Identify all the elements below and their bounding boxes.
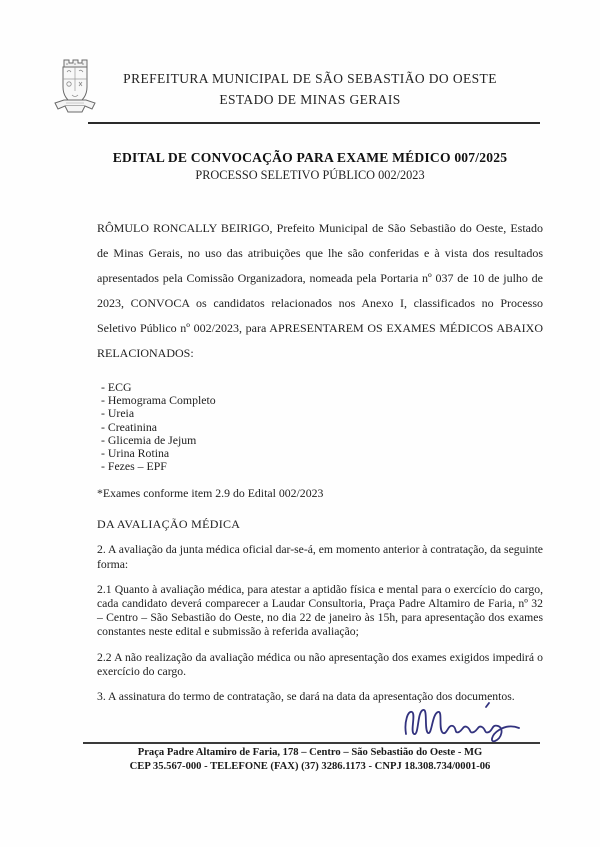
- paragraph-intro: RÔMULO RONCALLY BEIRIGO, Prefeito Municipal de São Sebastião do Oeste, Estado de Minas Gerais, no uso das atribuições que lhe são conferidas e à vista dos resultados apresentados pela Comissão Organizadora, nomeada pela Portaria nº 037 de 10 de julho de 2023, CONVOCA os candidatos relacionados nos Anexo I, classificados no Processo Seletivo Público nº 002/2023, para APRESENTAREM OS EXAMES MÉDICOS ABAIXO RELACIONADOS:: [97, 221, 543, 360]
- letterhead-line2: ESTADO DE MINAS GERAIS: [219, 92, 401, 107]
- letterhead: [70, 68, 550, 110]
- exam-list-item: - ECG: [101, 380, 132, 394]
- footer-address: Praça Padre Altamiro de Faria, 178 – Centro – São Sebastião do Oeste - MG: [137, 747, 483, 758]
- exam-list: [101, 381, 543, 473]
- exam-list-item: - Urina Rotina: [101, 446, 170, 461]
- document-title: EDITAL DE CONVOCAÇÃO PARA EXAME MÉDICO 007/2025: [112, 150, 508, 165]
- document-subtitle: PROCESSO SELETIVO PÚBLICO 002/2023: [195, 168, 425, 182]
- exam-list-item: - Ureia: [101, 406, 135, 421]
- letterhead-line1: PREFEITURA MUNICIPAL DE SÃO SEBASTIÃO DO OESTE: [123, 71, 497, 86]
- document-body: [97, 216, 543, 704]
- footer-contact: CEP 35.567-000 - TELEFONE (FAX) (37) 3286.1173 - CNPJ 18.308.734/0001-06: [129, 760, 491, 772]
- exam-list-item: - Hemograma Completo: [101, 393, 216, 408]
- paragraph-2-1: 2.1 Quanto à avaliação médica, para atestar a aptidão física e mental para o exercício do cargo, cada candidato deverá comparecer a Laudar Consultoria, Praça Padre Altamiro de Faria, nº 32 – Centro – São Sebastião do Oeste, no dia 22 de janeiro às 15h, para apresentação dos exames constantes neste edital e submissão à referida avaliação;: [97, 582, 543, 639]
- footer-divider: [83, 742, 540, 744]
- document-title-block: [70, 150, 550, 183]
- paragraph-2: 2. A avaliação da junta médica oficial dar-se-á, em momento anterior à contratação, da seguinte forma:: [97, 543, 543, 571]
- section-heading: DA AVALIAÇÃO MÉDICA: [97, 517, 241, 532]
- paragraph-3: 3. A assinatura do termo de contratação, se dará na data da apresentação dos documentos.: [97, 690, 515, 704]
- exam-list-item: - Creatinina: [101, 419, 158, 434]
- exams-note: *Exames conforme item 2.9 do Edital 002/2023: [97, 486, 324, 501]
- paragraph-2-2: 2.2 A não realização da avaliação médica ou não apresentação dos exames exigidos impedirá o exercício do cargo.: [97, 650, 543, 678]
- footer: [70, 746, 550, 773]
- handwritten-signature: [398, 698, 528, 748]
- header-divider: [88, 122, 540, 124]
- exam-list-item: - Glicemia de Jejum: [101, 432, 197, 447]
- exam-list-item: - Fezes – EPF: [101, 459, 167, 474]
